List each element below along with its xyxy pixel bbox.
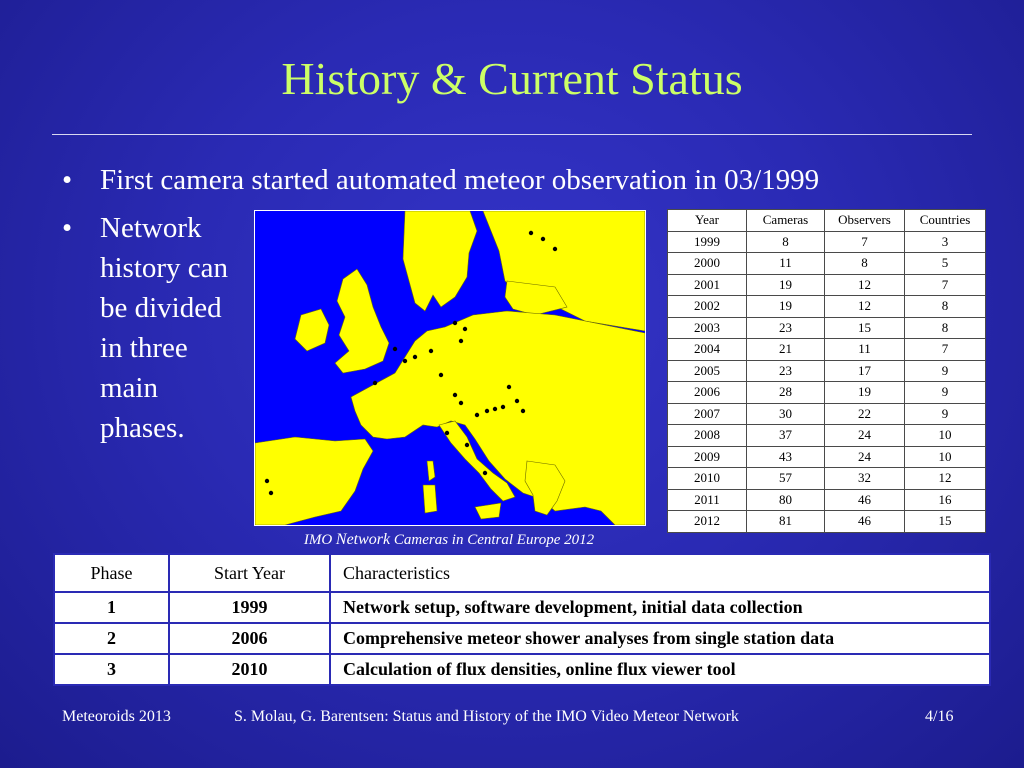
phases-header-characteristics: Characteristics bbox=[330, 554, 990, 592]
camera-marker bbox=[393, 347, 397, 351]
stats-row bbox=[668, 382, 986, 404]
bullet-marker: • bbox=[62, 164, 73, 196]
stats-header-cameras: Cameras bbox=[747, 210, 825, 232]
camera-marker bbox=[507, 385, 511, 389]
stats-row bbox=[668, 446, 986, 468]
camera-marker bbox=[439, 373, 443, 377]
footer-conference: Meteoroids 2013 bbox=[62, 708, 171, 725]
camera-marker bbox=[403, 359, 407, 363]
stats-cell-observers: 19 bbox=[825, 382, 905, 404]
stats-cell-countries: 9 bbox=[905, 403, 986, 425]
phase-cell-start-year: 2006 bbox=[169, 623, 330, 654]
phase-cell-number: 1 bbox=[54, 592, 169, 623]
stats-cell-year: 2008 bbox=[668, 425, 747, 447]
phase-cell-start-year: 1999 bbox=[169, 592, 330, 623]
stats-row bbox=[668, 231, 986, 253]
stats-cell-observers: 24 bbox=[825, 446, 905, 468]
camera-marker bbox=[515, 399, 519, 403]
stats-cell-observers: 46 bbox=[825, 489, 905, 511]
stats-header-observers: Observers bbox=[825, 210, 905, 232]
europe-map bbox=[254, 210, 646, 526]
stats-cell-observers: 12 bbox=[825, 296, 905, 318]
stats-cell-year: 2007 bbox=[668, 403, 747, 425]
phase-row bbox=[54, 623, 990, 654]
footer-presentation-title: S. Molau, G. Barentsen: Status and History of the IMO Video Meteor Network bbox=[234, 708, 739, 725]
bullet-text: First camera started automated meteor observation in 03/1999 bbox=[100, 164, 820, 196]
phase-cell-number: 3 bbox=[54, 654, 169, 685]
stats-cell-cameras: 37 bbox=[747, 425, 825, 447]
stats-cell-year: 2010 bbox=[668, 468, 747, 490]
camera-marker bbox=[453, 393, 457, 397]
stats-cell-year: 2001 bbox=[668, 274, 747, 296]
phase-cell-characteristics: Network setup, software development, initial data collection bbox=[330, 592, 990, 623]
stats-cell-cameras: 23 bbox=[747, 317, 825, 339]
phase-cell-characteristics: Comprehensive meteor shower analyses from single station data bbox=[330, 623, 990, 654]
stats-cell-cameras: 57 bbox=[747, 468, 825, 490]
stats-cell-countries: 9 bbox=[905, 360, 986, 382]
map-caption-network: Network bbox=[335, 531, 391, 548]
stats-cell-cameras: 8 bbox=[747, 231, 825, 253]
slide-title: History & Current Status bbox=[281, 53, 743, 104]
stats-header-countries: Countries bbox=[905, 210, 986, 232]
stats-cell-observers: 8 bbox=[825, 253, 905, 275]
phases-table bbox=[53, 553, 991, 686]
stats-row bbox=[668, 489, 986, 511]
camera-marker bbox=[373, 381, 377, 385]
stats-cell-year: 2002 bbox=[668, 296, 747, 318]
stats-cell-year: 2004 bbox=[668, 339, 747, 361]
stats-cell-countries: 8 bbox=[905, 317, 986, 339]
stats-cell-cameras: 19 bbox=[747, 296, 825, 318]
stats-cell-observers: 11 bbox=[825, 339, 905, 361]
stats-header-year: Year bbox=[668, 210, 747, 232]
camera-marker bbox=[459, 401, 463, 405]
stats-cell-year: 2009 bbox=[668, 446, 747, 468]
phase-row bbox=[54, 592, 990, 623]
europe-map-graphic bbox=[255, 211, 645, 525]
bullet-network-history bbox=[62, 208, 229, 444]
phase-cell-start-year: 2010 bbox=[169, 654, 330, 685]
map-caption bbox=[254, 531, 644, 549]
bullet-first-camera bbox=[62, 164, 819, 197]
stats-cell-countries: 12 bbox=[905, 468, 986, 490]
stats-row bbox=[668, 339, 986, 361]
camera-marker bbox=[529, 231, 533, 235]
camera-marker bbox=[493, 407, 497, 411]
land-sardinia bbox=[423, 485, 437, 513]
phase-row bbox=[54, 654, 990, 685]
stats-cell-observers: 46 bbox=[825, 511, 905, 533]
stats-cell-observers: 7 bbox=[825, 231, 905, 253]
stats-cell-year: 1999 bbox=[668, 231, 747, 253]
stats-cell-countries: 7 bbox=[905, 274, 986, 296]
stats-row bbox=[668, 253, 986, 275]
stats-row bbox=[668, 403, 986, 425]
camera-marker bbox=[413, 355, 417, 359]
stats-row bbox=[668, 425, 986, 447]
camera-marker bbox=[485, 409, 489, 413]
bullet-marker: • bbox=[62, 212, 73, 244]
camera-marker bbox=[453, 321, 457, 325]
camera-marker bbox=[445, 431, 449, 435]
stats-row bbox=[668, 468, 986, 490]
stats-cell-year: 2011 bbox=[668, 489, 747, 511]
stats-cell-countries: 10 bbox=[905, 425, 986, 447]
phases-header-row bbox=[54, 554, 990, 592]
camera-marker bbox=[463, 327, 467, 331]
stats-cell-year: 2006 bbox=[668, 382, 747, 404]
map-caption-prefix: IMO bbox=[303, 532, 336, 548]
camera-marker bbox=[269, 491, 273, 495]
stats-cell-observers: 22 bbox=[825, 403, 905, 425]
stats-table-body bbox=[668, 231, 986, 532]
stats-cell-cameras: 30 bbox=[747, 403, 825, 425]
stats-cell-year: 2000 bbox=[668, 253, 747, 275]
stats-cell-countries: 10 bbox=[905, 446, 986, 468]
camera-marker bbox=[541, 237, 545, 241]
stats-cell-observers: 24 bbox=[825, 425, 905, 447]
title-divider bbox=[52, 134, 972, 135]
stats-cell-countries: 5 bbox=[905, 253, 986, 275]
stats-cell-observers: 32 bbox=[825, 468, 905, 490]
stats-cell-countries: 15 bbox=[905, 511, 986, 533]
network-stats-table bbox=[667, 209, 986, 533]
bullet-text: Network history can be divided in three main phases. bbox=[100, 212, 229, 444]
phases-table-body bbox=[54, 592, 990, 685]
camera-marker bbox=[483, 471, 487, 475]
phases-header-start-year: Start Year bbox=[169, 554, 330, 592]
stats-row bbox=[668, 511, 986, 533]
phases-header-phase: Phase bbox=[54, 554, 169, 592]
stats-cell-year: 2005 bbox=[668, 360, 747, 382]
footer-page-number: 4/16 bbox=[925, 708, 954, 725]
stats-cell-countries: 7 bbox=[905, 339, 986, 361]
camera-marker bbox=[465, 443, 469, 447]
camera-marker bbox=[265, 479, 269, 483]
camera-marker bbox=[553, 247, 557, 251]
camera-marker bbox=[429, 349, 433, 353]
stats-cell-cameras: 21 bbox=[747, 339, 825, 361]
stats-cell-countries: 9 bbox=[905, 382, 986, 404]
stats-cell-cameras: 11 bbox=[747, 253, 825, 275]
stats-cell-countries: 16 bbox=[905, 489, 986, 511]
stats-cell-cameras: 81 bbox=[747, 511, 825, 533]
camera-marker bbox=[501, 405, 505, 409]
stats-cell-observers: 17 bbox=[825, 360, 905, 382]
stats-cell-year: 2012 bbox=[668, 511, 747, 533]
camera-marker bbox=[459, 339, 463, 343]
phase-cell-characteristics: Calculation of flux densities, online flux viewer tool bbox=[330, 654, 990, 685]
map-caption-suffix: Cameras in Central Europe 2012 bbox=[390, 532, 595, 548]
stats-row bbox=[668, 360, 986, 382]
stats-cell-countries: 8 bbox=[905, 296, 986, 318]
stats-row bbox=[668, 317, 986, 339]
stats-cell-cameras: 80 bbox=[747, 489, 825, 511]
camera-marker bbox=[475, 413, 479, 417]
stats-cell-cameras: 23 bbox=[747, 360, 825, 382]
stats-row bbox=[668, 274, 986, 296]
stats-cell-observers: 12 bbox=[825, 274, 905, 296]
stats-cell-countries: 3 bbox=[905, 231, 986, 253]
stats-cell-observers: 15 bbox=[825, 317, 905, 339]
stats-cell-cameras: 28 bbox=[747, 382, 825, 404]
stats-cell-cameras: 43 bbox=[747, 446, 825, 468]
phase-cell-number: 2 bbox=[54, 623, 169, 654]
stats-cell-cameras: 19 bbox=[747, 274, 825, 296]
stats-row bbox=[668, 296, 986, 318]
stats-cell-year: 2003 bbox=[668, 317, 747, 339]
stats-header-row bbox=[668, 210, 986, 232]
camera-marker bbox=[521, 409, 525, 413]
